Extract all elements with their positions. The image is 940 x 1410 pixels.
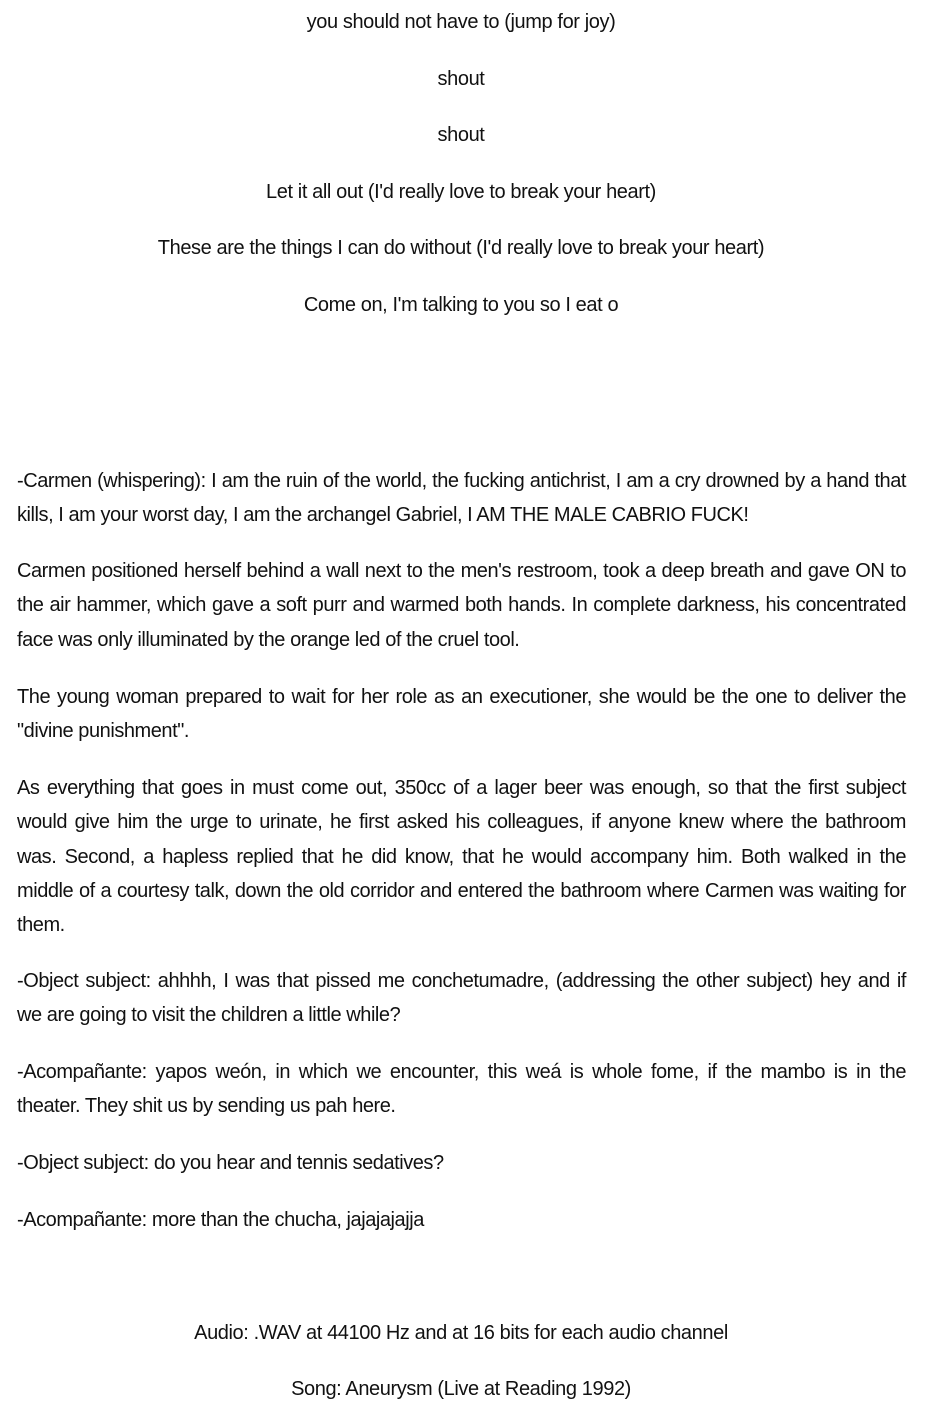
lyric-line: shout (437, 68, 485, 90)
song-info: Song: Aneurysm (Live at Reading 1992) (291, 1378, 631, 1400)
narrative-paragraph: As everything that goes in must come out, 350cc of a lager beer was enough, so that the first subject would give him the urge to urinate, he first asked his colleagues, if anyone knew where the bathroom was. Second, a hapless replied that he did know, that he would accompany him. Both walked in the middle of a courtesy talk, down the old corridor and entered the bathroom where Carmen was waiting for them. (17, 777, 906, 937)
audio-info: Audio: .WAV at 44100 Hz and at 16 bits for each audio channel (194, 1322, 728, 1344)
dialogue-paragraph: -Object subject: do you hear and tennis sedatives? (17, 1152, 444, 1174)
lyric-line: Come on, I'm talking to you so I eat o (303, 294, 619, 316)
dialogue-paragraph: -Carmen (whispering): I am the ruin of the world, the fucking antichrist, I am a cry drowned by a hand that kills, I am your worst day, I am the archangel Gabriel, I AM THE MALE CABRIO FUCK! (17, 470, 906, 527)
narrative-paragraph: Carmen positioned herself behind a wall next to the men's restroom, took a deep breath and gave ON to the air hammer, which gave a soft purr and warmed both hands. In complete darkness, his concentrated face was only illuminated by the orange led of the cruel tool. (17, 560, 906, 651)
dialogue-paragraph: -Acompañante: yapos weón, in which we encounter, this weá is whole fome, if the mambo is in the theater. They shit us by sending us pah here. (17, 1061, 906, 1118)
lyric-line: Let it all out (I'd really love to break your heart) (266, 181, 656, 203)
dialogue-paragraph: -Acompañante: more than the chucha, jajajajajja (17, 1209, 424, 1231)
lyric-line: These are the things I can do without (I'd really love to break your heart) (157, 237, 765, 259)
lyric-line: shout (437, 124, 485, 146)
lyric-line: you should not have to (jump for joy) (306, 11, 616, 33)
dialogue-paragraph: -Object subject: ahhhh, I was that pissed me conchetumadre, (addressing the other subject) hey and if we are going to visit the children a little while? (17, 970, 906, 1027)
narrative-paragraph: The young woman prepared to wait for her role as an executioner, she would be the one to deliver the "divine punishment". (17, 686, 906, 743)
